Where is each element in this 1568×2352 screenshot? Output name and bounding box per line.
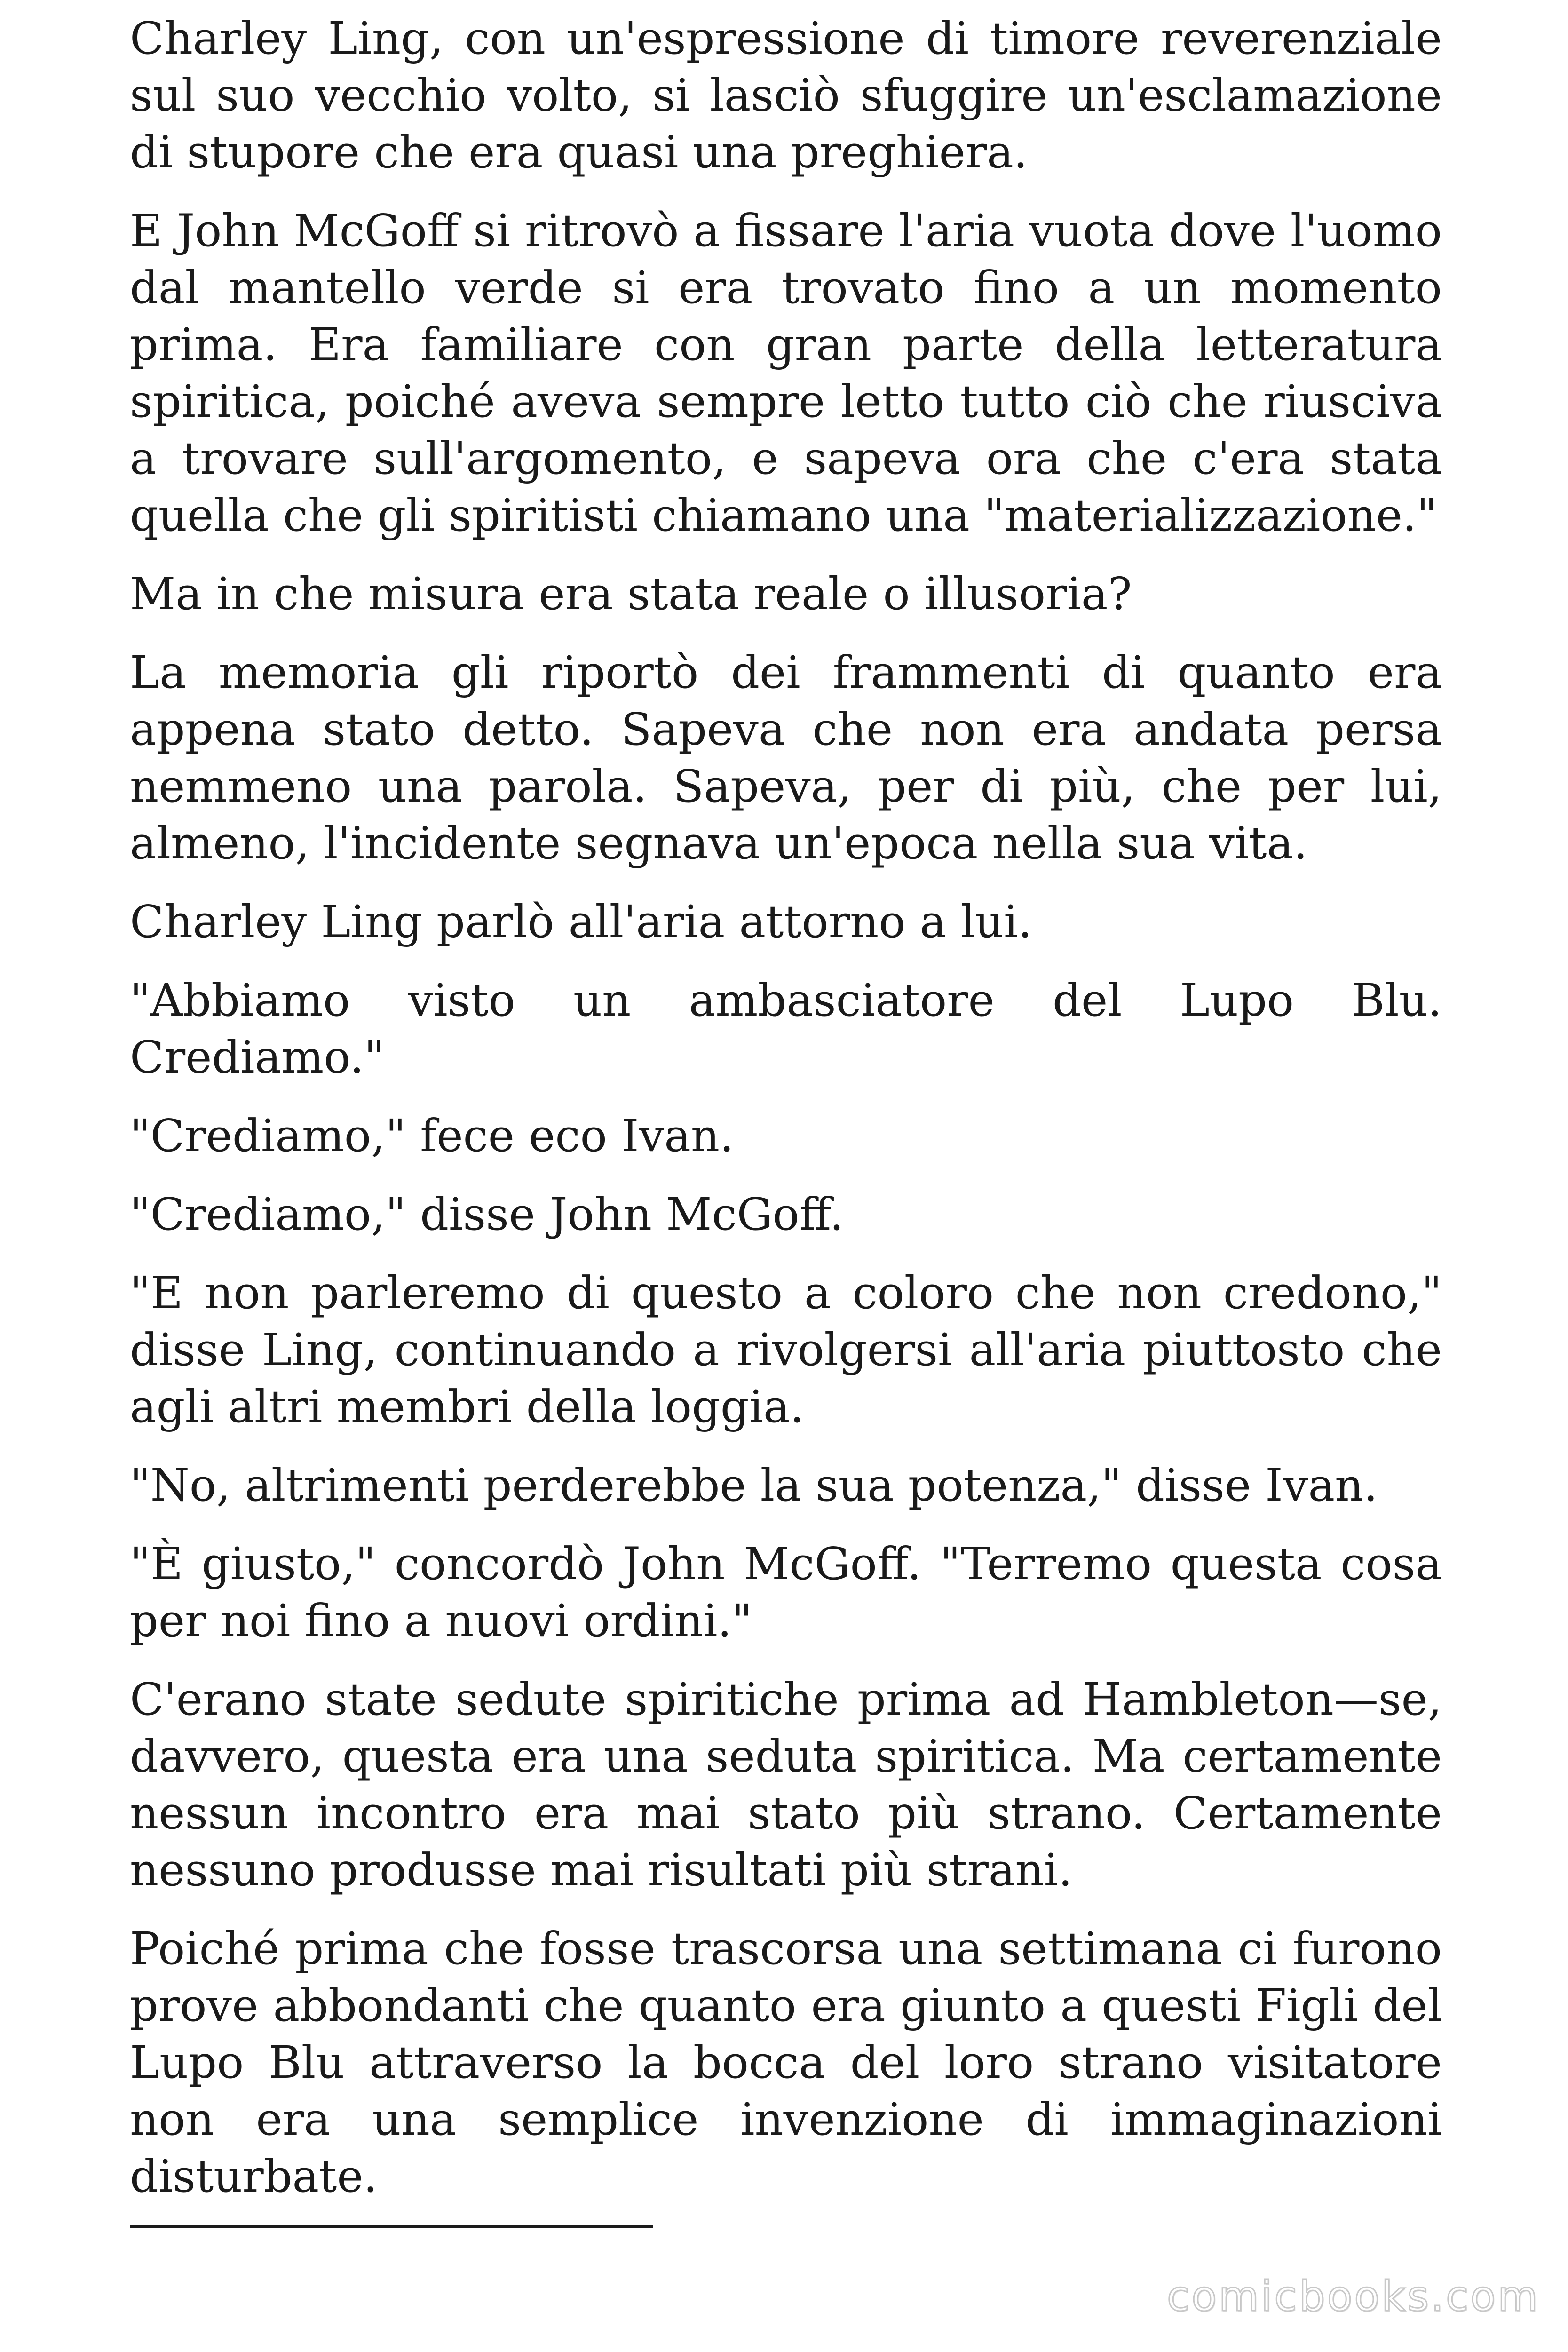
paragraph: E John McGoff si ritrovò a fissare l'aria vuota dove l'uomo dal mantello verde si era trovato fino a un momento prima. Era familiare con gran parte della letteratura spiritica, poiché aveva sempre letto tutto ciò che riusciva a trovare sull'argomento, e sapeva ora che c'era stata quella che gli spiritisti chiamano una "materializzazione." bbox=[130, 205, 1442, 541]
paragraph: La memoria gli riportò dei frammenti di quanto era appena stato detto. Sapeva che non era andata persa nemmeno una parola. Sapeva, per di più, che per lui, almeno, l'incidente segnava un'epoca nella sua vita. bbox=[130, 647, 1442, 869]
body-text bbox=[130, 10, 1442, 2227]
paragraph: "No, altrimenti perderebbe la sua potenza," disse Ivan. bbox=[130, 1460, 1378, 1511]
paragraph: Ma in che misura era stata reale o illusoria? bbox=[130, 568, 1132, 620]
paragraph: "E non parleremo di questo a coloro che non credono," disse Ling, continuando a rivolgersi all'aria piuttosto che agli altri membri della loggia. bbox=[130, 1267, 1442, 1433]
paragraph: Charley Ling parlò all'aria attorno a lui. bbox=[130, 896, 1032, 948]
paragraph: "Crediamo," fece eco Ivan. bbox=[130, 1110, 734, 1162]
paragraph: C'erano state sedute spiritiche prima ad Hambleton—se, davvero, questa era una seduta spiritica. Ma certamente nessun incontro era mai stato più strano. Certamente nessuno produsse mai risultati più strani. bbox=[130, 1674, 1442, 1896]
paragraph: "Abbiamo visto un ambasciatore del Lupo Blu. Crediamo." bbox=[130, 975, 1442, 1083]
paragraph: Poiché prima che fosse trascorsa una settimana ci furono prove abbondanti che quanto era giunto a questi Figli del Lupo Blu attraverso la bocca del loro strano visitatore non era una semplice invenzione di immaginazioni disturbate. bbox=[130, 1923, 1442, 2202]
watermark-text: comicbooks.com bbox=[1166, 2272, 1540, 2320]
paragraph: "È giusto," concordò John McGoff. "Terremo questa cosa per noi fino a nuovi ordini." bbox=[130, 1538, 1442, 1647]
footnote-divider bbox=[130, 2225, 653, 2228]
paragraph: "Crediamo," disse John McGoff. bbox=[130, 1189, 844, 1240]
paragraph: Charley Ling, con un'espressione di timore reverenziale sul suo vecchio volto, si lasciò sfuggire un'esclamazione di stupore che era quasi una preghiera. bbox=[130, 13, 1442, 178]
